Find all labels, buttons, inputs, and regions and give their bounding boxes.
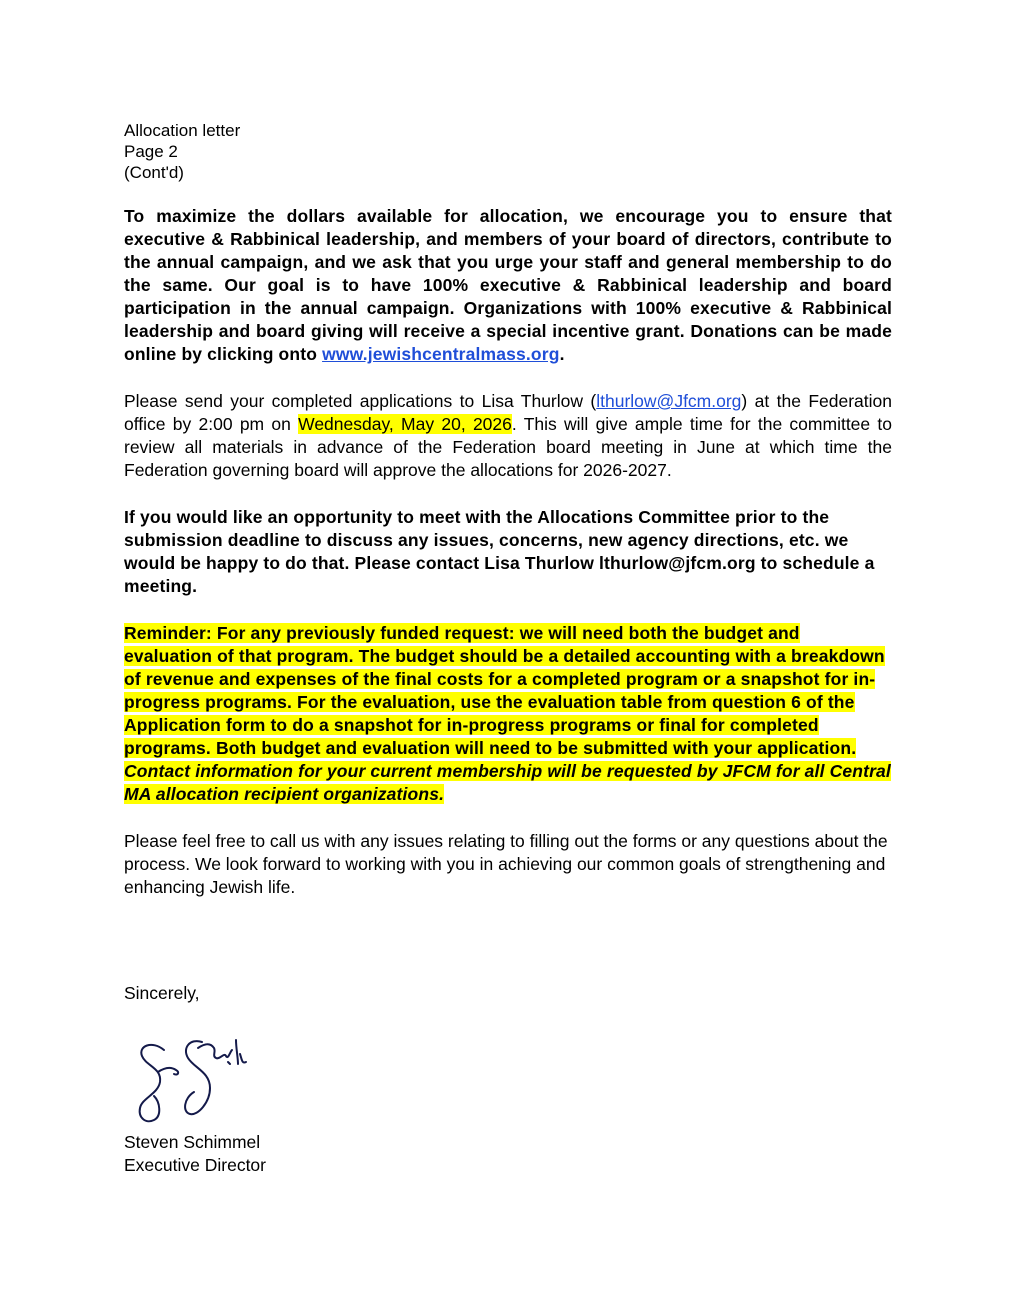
submission-text-1: Please send your completed applications to Lisa Thurlow ( — [124, 391, 597, 411]
closing-salutation: Sincerely, — [124, 983, 200, 1003]
campaign-paragraph — [124, 205, 892, 366]
reminder-paragraph — [124, 622, 892, 806]
letter-body — [124, 120, 892, 899]
meeting-paragraph — [124, 506, 892, 598]
header-continued: (Cont'd) — [124, 163, 184, 182]
signature-image — [132, 1032, 262, 1127]
header-title: Allocation letter — [124, 121, 241, 140]
reminder-italic-text: Contact information for your current membership will be requested by JFCM for all Central MA allocation recipient organizations. — [124, 761, 891, 804]
submission-text-2: ) at the Federation office by 2:00 pm on — [124, 391, 893, 434]
signature-svg — [132, 1032, 262, 1127]
email-link[interactable]: lthurlow@Jfcm.org — [596, 391, 742, 411]
closing-paragraph — [124, 830, 892, 899]
submission-text-3: . This will give ample time for the committee to review all materials in advance of the Federation board meeting in June at which time the Federation governing board will approve the allocations for 2026-2027. — [124, 414, 893, 480]
campaign-end: . — [559, 344, 565, 364]
header-page-number: Page 2 — [124, 142, 178, 161]
deadline-date: Wednesday, May 20, 2026 — [298, 414, 512, 434]
letter-header — [124, 120, 892, 183]
signatory-block — [124, 1131, 266, 1177]
signatory-name: Steven Schimmel — [124, 1132, 261, 1152]
campaign-text: To maximize the dollars available for allocation, we encourage you to ensure that executive & Rabbinical leadership, and members of your board of directors, contribute to the annual campaign, and we ask that you urge your staff and general membership to do the same. Our goal is to have 100% executive & Rabbinical leadership and board participation in the annual campaign. Organizations with 100% executive & Rabbinical leadership and board giving will receive a special incentive grant. Donations can be made online by clicking onto — [124, 206, 892, 364]
reminder-text: Reminder: For any previously funded request: we will need both the budget and evaluation of that program. The budget should be a detailed accounting with a breakdown of revenue and expenses of the final costs for a completed program or a snapshot for in-progress programs. For the evaluation, use the evaluation table from question 6 of the Application form to do a snapshot for in-progress programs or final for completed programs. Both budget and evaluation will need to be submitted with your application. — [124, 623, 885, 758]
meeting-text: If you would like an opportunity to meet with the Allocations Committee prior to the submission deadline to discuss any issues, concerns, new agency directions, etc. we would be happy to do that. Please contact Lisa Thurlow lthurlow@jfcm.org to schedule a meeting. — [124, 507, 875, 596]
submission-paragraph — [124, 390, 892, 482]
signatory-title: Executive Director — [124, 1155, 266, 1175]
website-link[interactable]: www.jewishcentralmass.org — [322, 344, 560, 364]
closing-text: Please feel free to call us with any issues relating to filling out the forms or any questions about the process. We look forward to working with you in achieving our common goals of strengthening and enhancing Jewish life. — [124, 831, 888, 897]
